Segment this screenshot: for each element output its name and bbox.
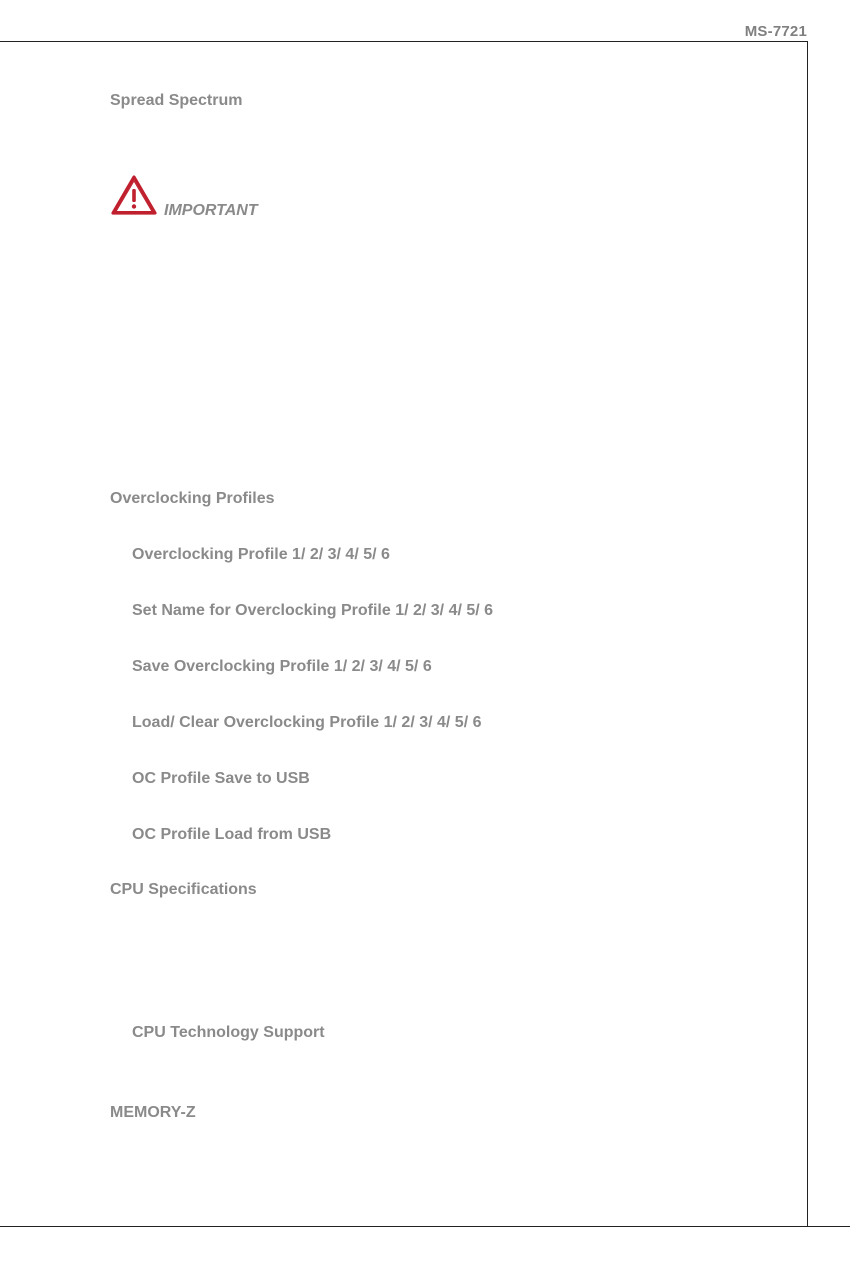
cpu-technology-support-item: CPU Technology Support xyxy=(132,1024,325,1041)
important-label: IMPORTANT xyxy=(164,202,258,219)
oc-profile-load-usb-item: OC Profile Load from USB xyxy=(132,826,332,843)
save-profile-item: Save Overclocking Profile 1/ 2/ 3/ 4/ 5/ 6 xyxy=(132,658,432,675)
heading-overclocking-profiles: Overclocking Profiles xyxy=(110,490,275,507)
overclocking-profile-item: Overclocking Profile 1/ 2/ 3/ 4/ 5/ 6 xyxy=(132,546,390,563)
important-note xyxy=(110,174,310,218)
model-label: MS-7721 xyxy=(744,23,807,40)
heading-memory-z: MEMORY-Z xyxy=(110,1104,196,1121)
oc-profile-save-usb-item: OC Profile Save to USB xyxy=(132,770,310,787)
set-name-profile-item: Set Name for Overclocking Profile 1/ 2/ 3/ 4/ 5/ 6 xyxy=(132,602,494,619)
warning-triangle-icon xyxy=(110,174,158,216)
heading-cpu-specifications: CPU Specifications xyxy=(110,881,257,898)
page-right-border xyxy=(807,41,808,1226)
header-rule xyxy=(0,41,808,42)
heading-spread-spectrum: Spread Spectrum xyxy=(110,92,243,109)
load-clear-profile-item: Load/ Clear Overclocking Profile 1/ 2/ 3/ 4/ 5/ 6 xyxy=(132,714,482,731)
footer-rule xyxy=(0,1226,850,1227)
